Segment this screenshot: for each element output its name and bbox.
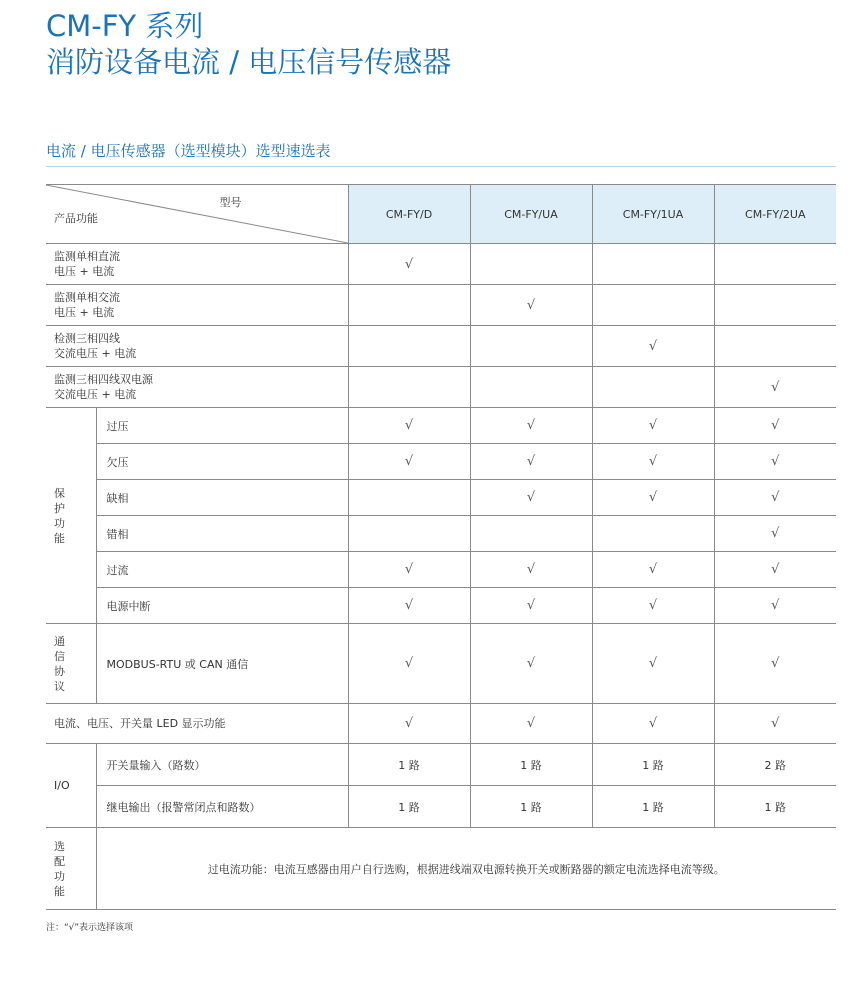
options-row <box>46 828 836 910</box>
io-cell: 1 路 <box>592 744 714 786</box>
check-cell: √ <box>592 326 714 367</box>
check-cell: √ <box>592 480 714 516</box>
check-cell: √ <box>470 588 592 624</box>
feature-label: 监测三相四线双电源 交流电压 + 电流 <box>46 367 348 408</box>
function-header-label: 产品功能 <box>54 212 98 225</box>
model-header-label: 型号 <box>219 196 242 209</box>
check-cell: √ <box>470 408 592 444</box>
protection-label: 错相 <box>96 516 348 552</box>
check-cell <box>348 326 470 367</box>
check-cell <box>348 285 470 326</box>
footnote: 注：“√”表示选择该项 <box>46 923 134 933</box>
check-cell: √ <box>714 552 836 588</box>
check-cell: √ <box>592 552 714 588</box>
feature-label: 监测单相交流 电压 + 电流 <box>46 285 348 326</box>
protection-group-label: 保 护 功 能 <box>46 408 96 624</box>
protection-label: 过压 <box>96 408 348 444</box>
title-line2: 消防设备电流 / 电压信号传感器 <box>46 45 452 79</box>
protection-label: 过流 <box>96 552 348 588</box>
check-cell: √ <box>714 408 836 444</box>
led-label: 电流、电压、开关量 LED 显示功能 <box>46 704 348 744</box>
comm-label: MODBUS-RTU 或 CAN 通信 <box>96 624 348 704</box>
feature-label: 监测单相直流 电压 + 电流 <box>46 244 348 285</box>
check-cell: √ <box>348 552 470 588</box>
io-label: 开关量输入（路数） <box>96 744 348 786</box>
check-cell: √ <box>592 704 714 744</box>
check-cell: √ <box>714 480 836 516</box>
check-cell <box>714 326 836 367</box>
check-cell: √ <box>348 408 470 444</box>
header-row <box>46 185 836 244</box>
protection-label: 电源中断 <box>96 588 348 624</box>
title-line1: CM-FY 系列 <box>46 9 204 43</box>
check-cell <box>470 367 592 408</box>
diagonal-header-cell <box>46 185 348 244</box>
io-row <box>46 786 836 828</box>
io-cell: 1 路 <box>470 786 592 828</box>
model-header-1ua: CM-FY/1UA <box>592 185 714 244</box>
model-header-d: CM-FY/D <box>348 185 470 244</box>
io-row <box>46 744 836 786</box>
io-label: 继电输出（报警常闭点和路数） <box>96 786 348 828</box>
protection-label: 缺相 <box>96 480 348 516</box>
io-cell: 1 路 <box>592 786 714 828</box>
io-group-label: I/O <box>46 744 96 828</box>
check-cell: √ <box>714 588 836 624</box>
check-cell <box>348 367 470 408</box>
protection-row <box>46 588 836 624</box>
check-cell: √ <box>348 244 470 285</box>
check-cell: √ <box>470 552 592 588</box>
protection-row <box>46 444 836 480</box>
monitor-row <box>46 244 836 285</box>
section-divider <box>46 166 836 167</box>
check-cell <box>348 516 470 552</box>
io-cell: 1 路 <box>714 786 836 828</box>
check-cell: √ <box>348 704 470 744</box>
check-cell <box>348 480 470 516</box>
check-cell <box>592 285 714 326</box>
check-cell: √ <box>470 480 592 516</box>
io-cell: 1 路 <box>348 786 470 828</box>
check-cell: √ <box>592 408 714 444</box>
check-cell <box>592 367 714 408</box>
protection-row <box>46 516 836 552</box>
protection-row <box>46 480 836 516</box>
check-cell <box>470 326 592 367</box>
check-cell: √ <box>714 704 836 744</box>
check-cell: √ <box>348 624 470 704</box>
io-cell: 1 路 <box>348 744 470 786</box>
monitor-row <box>46 326 836 367</box>
io-cell: 2 路 <box>714 744 836 786</box>
options-text: 过电流功能：电流互感器由用户自行选购，根据进线端双电源转换开关或断路器的额定电流选择电流等级。 <box>96 828 836 910</box>
check-cell: √ <box>348 444 470 480</box>
comm-row <box>46 624 836 704</box>
check-cell <box>714 285 836 326</box>
check-cell: √ <box>470 624 592 704</box>
check-cell <box>470 244 592 285</box>
io-cell: 1 路 <box>470 744 592 786</box>
led-row <box>46 704 836 744</box>
check-cell: √ <box>470 444 592 480</box>
protection-row <box>46 552 836 588</box>
check-cell: √ <box>714 516 836 552</box>
protection-label: 欠压 <box>96 444 348 480</box>
model-header-2ua: CM-FY/2UA <box>714 185 836 244</box>
check-cell: √ <box>592 444 714 480</box>
check-cell: √ <box>470 285 592 326</box>
check-cell: √ <box>714 444 836 480</box>
feature-label: 检测三相四线 交流电压 + 电流 <box>46 326 348 367</box>
options-group-label: 选 配 功 能 <box>46 828 96 910</box>
check-cell: √ <box>348 588 470 624</box>
monitor-row <box>46 367 836 408</box>
check-cell: √ <box>470 704 592 744</box>
check-cell <box>714 244 836 285</box>
check-cell: √ <box>592 624 714 704</box>
model-header-ua: CM-FY/UA <box>470 185 592 244</box>
check-cell: √ <box>592 588 714 624</box>
check-cell <box>592 516 714 552</box>
check-cell: √ <box>714 624 836 704</box>
section-title: 电流 / 电压传感器（选型模块）选型速选表 <box>46 142 331 160</box>
monitor-row <box>46 285 836 326</box>
protection-row <box>46 408 836 444</box>
check-cell <box>592 244 714 285</box>
comm-group-label: 通 信 协 议 <box>46 624 96 704</box>
check-cell: √ <box>714 367 836 408</box>
check-cell <box>470 516 592 552</box>
selection-table <box>46 184 836 910</box>
